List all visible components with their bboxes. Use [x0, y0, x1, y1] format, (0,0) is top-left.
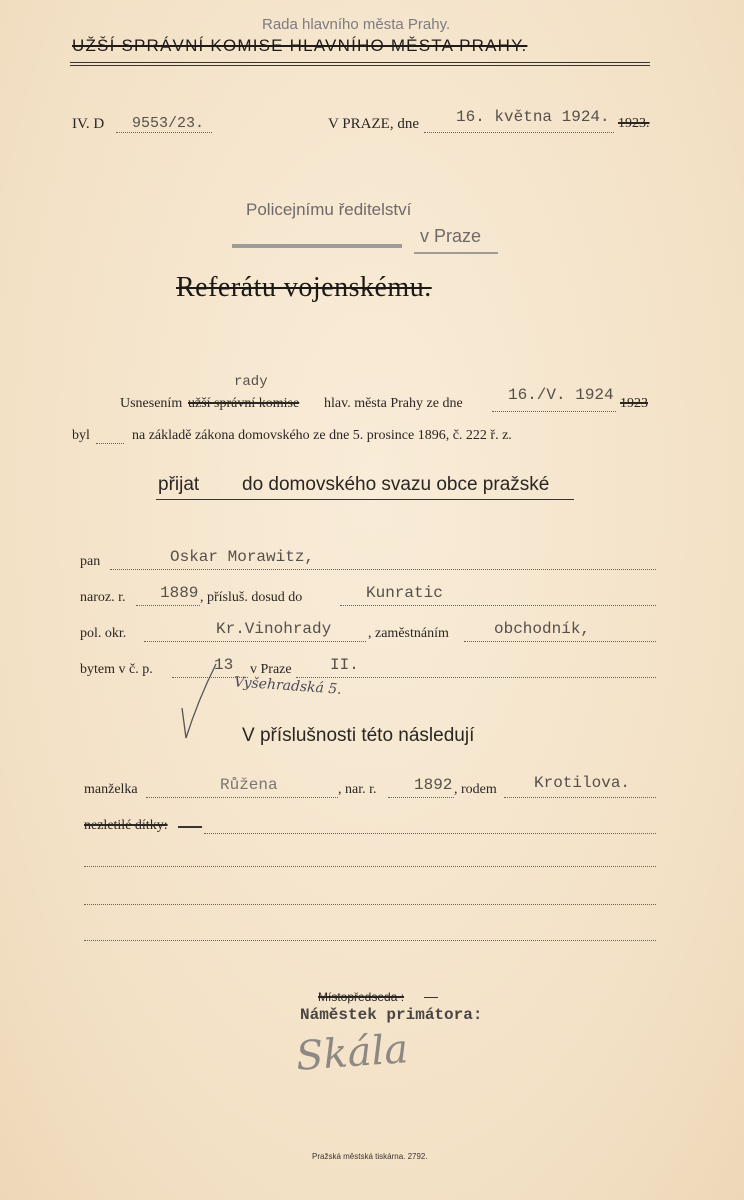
occupation-label: , zaměstnáním: [368, 626, 449, 641]
spouse-name: Růžena: [220, 776, 278, 794]
resolution-date-line: [492, 411, 616, 412]
born-line: [136, 605, 200, 606]
spouse-born-label: , nar. r.: [338, 782, 377, 797]
pan-line: [110, 569, 656, 570]
district-no: II.: [330, 656, 359, 674]
header-rule-2: [70, 65, 650, 66]
pan-label: pan: [80, 554, 101, 569]
decision-word: přijat: [158, 474, 200, 495]
address-stamp-bar: [232, 244, 402, 248]
check-mark-icon: [178, 660, 228, 742]
ref-date-line: [424, 132, 614, 133]
address-stamp-bar-2: [414, 252, 498, 254]
ref-city-label: V PRAZE, dne: [328, 116, 419, 132]
spouse-born-line: [388, 797, 454, 798]
recipient: Referátu vojenskému.: [176, 272, 432, 303]
street-handwritten: Vyšehradská 5.: [233, 674, 343, 698]
header-title: UŽŠÍ SPRÁVNÍ KOMISE HLAVNÍHO MĚSTA PRAHY.: [72, 36, 528, 55]
spouse-label: manželka: [84, 782, 138, 797]
header-rule: [70, 62, 650, 63]
belong-line: [340, 605, 656, 606]
person-name: Oskar Morawitz,: [170, 548, 315, 566]
born-label: naroz. r.: [80, 590, 126, 605]
address-stamp-line1: Policejnímu ředitelství: [246, 200, 412, 219]
occupation: obchodník,: [494, 620, 591, 638]
ref-prefix: IV. D: [72, 116, 105, 132]
ref-number-line: [116, 132, 212, 133]
spouse-maiden: Krotilova.: [534, 774, 631, 792]
house-no: 13: [214, 656, 234, 674]
belong-place: Kunratic: [366, 584, 443, 602]
resolution-struck-body: užší správní komise: [188, 396, 300, 411]
decision-rule: [156, 499, 574, 500]
address-stamp-line2: v Praze: [420, 226, 482, 246]
signature-dash: [424, 997, 438, 998]
children-label: nezletilé dítky:: [84, 818, 168, 833]
ref-number: 9553/23.: [132, 115, 205, 132]
signature-struck-title: Místopředseda :: [318, 990, 405, 1004]
district-label: pol. okr.: [80, 626, 127, 641]
resolution-usnesenim: Usnesením: [120, 396, 183, 411]
printer-note: Pražská městská tiskárna. 2792.: [312, 1152, 428, 1161]
spouse-maiden-label: , rodem: [454, 782, 497, 797]
signature-name: Skála: [294, 1026, 410, 1080]
children-line-2: [84, 866, 656, 867]
spouse-maiden-line: [504, 797, 656, 798]
children-dash: [178, 826, 202, 828]
born-year: 1889: [160, 584, 199, 602]
children-line-4: [84, 940, 656, 941]
resolution-byl: byl: [72, 428, 90, 443]
belong-label: , přísluš. dosud do: [200, 590, 303, 605]
district: Kr.Vinohrady: [216, 620, 332, 638]
ref-year: 1923.: [618, 116, 650, 131]
ref-date: 16. května 1924.: [456, 108, 610, 126]
resolution-byl-line: [96, 443, 124, 444]
resolution-date: 16./V. 1924: [508, 386, 614, 404]
district-line: [144, 641, 366, 642]
praha-label: v Praze: [250, 662, 292, 677]
praha-line: [296, 677, 656, 678]
resolution-year: 1923: [620, 396, 648, 411]
children-line-3: [84, 904, 656, 905]
children-line-1: [204, 833, 656, 834]
residence-label: bytem v č. p.: [80, 662, 153, 677]
occupation-line: [464, 641, 656, 642]
resolution-rada: rady: [234, 374, 268, 390]
following-heading: V příslušnosti této následují: [242, 725, 475, 746]
spouse-born-year: 1892: [414, 776, 453, 794]
resolution-rest: hlav. města Prahy ze dne: [324, 396, 463, 411]
signature-title: Náměstek primátora:: [300, 1006, 483, 1024]
decision-phrase: do domovského svazu obce pražské: [242, 474, 550, 495]
resolution-law: na základě zákona domovského ze dne 5. prosince 1896, č. 222 ř. z.: [132, 428, 512, 443]
council-stamp: Rada hlavního města Prahy.: [262, 16, 451, 33]
spouse-line: [146, 797, 338, 798]
